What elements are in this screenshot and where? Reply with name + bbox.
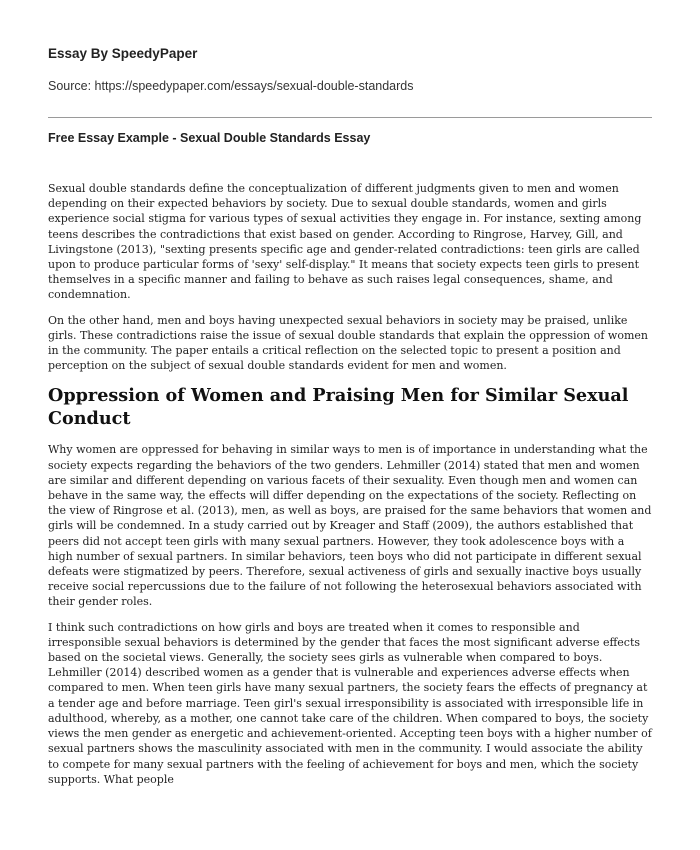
intro-paragraph-2: On the other hand, men and boys having unexpected sexual behaviors in society may be praised, unlike girls. These contradictions raise the issue of sexual double standards that explain the oppression of women in the community. The paper entails a critical reflection on the selected topic to present a position and perception on the subject of sexual double standards evident for men and women. bbox=[48, 313, 648, 373]
header-divider bbox=[48, 117, 652, 118]
intro-paragraph-1: Sexual double standards define the conceptualization of different judgments given to men and women depending on their expected behaviors by society. Due to sexual double standards, women and girls experience social stigma for various types of sexual activities they engage in. For instance, sexting among teens describes the contradictions that exist based on gender. According to Ringrose, Harvey, Gill, and Livingstone (2013), "sexting presents specific age and gender-related contradictions: teen girls are called upon to produce particular forms of 'sexy' self-display." It means that society expects teen girls to present themselves in a specific manner and failing to behave as such raises legal consequences, shame, and condemnation. bbox=[48, 182, 642, 302]
source-line: Source: https://speedypaper.com/essays/sexual-double-standards bbox=[48, 79, 414, 93]
section-paragraph-1: Why women are oppressed for behaving in similar ways to men is of importance in understanding what the society expects regarding the behaviors of the two genders. Lehmiller (2014) stated that men and women are similar and different depending on various facets of their sexuality. Even though men and women can behave in the same way, the effects will differ depending on the expectations of the society. Reflecting on the view of Ringrose et al. (2013), men, as well as boys, are praised for the same behaviors that women and girls will be condemned. In a study carried out by Kreager and Staff (2009), the authors established that peers did not accept teen girls with many sexual partners. However, they took adolescence boys with a high number of sexual partners. In similar behaviors, teen boys who did not participate in different sexual defeats were stigmatized by peers. Therefore, sexual activeness of girls and sexually inactive boys usually receive social repercussions due to the failure of not following the heterosexual behaviors associated with their gender roles. bbox=[48, 443, 652, 609]
section-paragraph-2: I think such contradictions on how girls and boys are treated when it comes to responsible and irresponsible sexual behaviors is determined by the gender that faces the most significant adverse effects based on the societal views. Generally, the society sees girls as vulnerable when compared to boys. Lehmiller (2014) described women as a gender that is vulnerable and experiences adverse effects when compared to men. When teen girls have many sexual partners, the society fears the effects of pregnancy at a tender age and before marriage. Teen girl's sexual irresponsibility is associated with irresponsible life in adulthood, whereby, as a mother, one cannot take care of the children. When compared to boys, the society views the men gender as energetic and achievement-oriented. Accepting teen boys with a higher number of sexual partners shows the masculinity associated with men in the community. I would associate the ability to compete for many sexual partners with the feeling of achievement for boys and men, which the society supports. What people bbox=[48, 620, 652, 786]
brand-title: Essay By SpeedyPaper bbox=[48, 46, 198, 61]
section-heading: Oppression of Women and Praising Men for Similar Sexual Conduct bbox=[48, 385, 629, 430]
essay-title: Free Essay Example - Sexual Double Standards Essay bbox=[48, 131, 371, 145]
